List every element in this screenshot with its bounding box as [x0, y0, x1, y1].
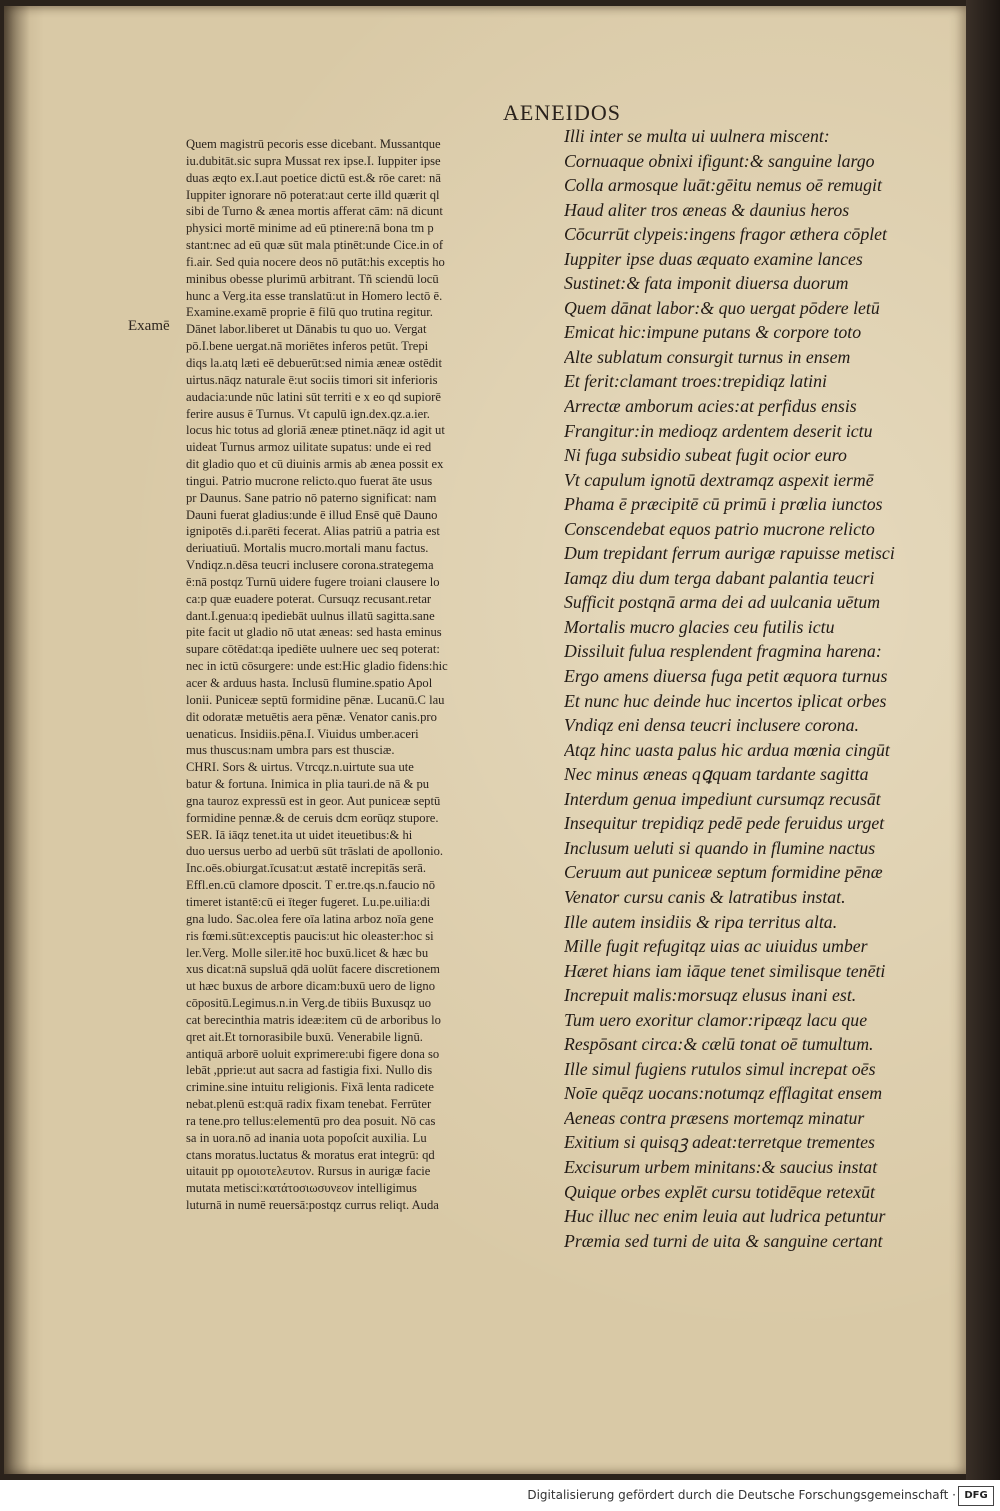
verse-line: Interdum genua impediunt cursumqz recusāt — [564, 788, 881, 809]
commentary-line: Iuppiter ignorare nō poterat:aut certe illd quærit ql — [186, 187, 440, 202]
verse-line: Illi inter se multa ui uulnera miscent: — [564, 126, 830, 146]
verse-line: Arrectæ amborum acies:at perfidus ensis — [564, 396, 857, 417]
verse-line: Hæret hians iam iāque tenet similisque tenēti — [564, 960, 886, 981]
commentary-line: crimine.sine intuitu religionis. Fixā lenta radicete — [186, 1080, 434, 1095]
verse-line: Cornuaque obnixi ifigunt:& sanguine largo — [564, 150, 875, 171]
verse-line: Cōcurrūt clypeis:ingens fragor æthera cōplet — [564, 224, 887, 245]
verse-line: Ceruum aut puniceæ septum formidine pēnæ — [564, 862, 883, 883]
commentary-line: Effl.en.cū clamore dposcit. T er.tre.qs.n.faucio nō — [186, 878, 436, 893]
commentary-line: duas æqto ex.I.aut poetice dictū est.& rōe caret: nā — [186, 170, 441, 185]
verse-line: Quique orbes explēt cursu totidēque retexūt — [564, 1181, 875, 1202]
commentary-line: hunc a Verg.ita esse translatū:ut in Homero lectō ē. — [186, 288, 443, 303]
commentary-line: iu.dubitāt.sic supra Mussat rex ipse.I. Iuppiter ipse — [186, 153, 441, 168]
verse-line: Frangitur:in medioqz ardentem deserit ictu — [564, 420, 873, 441]
commentary-line: nebat.plenū est:quā radix fixam tenebat. Ferrūter — [186, 1097, 432, 1112]
commentary-line: dit odoratæ metuētis aera pēnæ. Venator canis.pro — [186, 709, 437, 724]
commentary-line: stant:nec ad eū quæ sūt mala ptinēt:unde Cice.in of — [186, 238, 444, 253]
commentary-line: formidine pennæ.& de ceruis dcm eorūqz stupore. — [186, 810, 439, 825]
commentary-line: sa in uora.nō ad inania uota popoſcit auxilia. Lu — [186, 1130, 427, 1145]
commentary-line: acer & arduus hasta. Inclusū flumine.spatio Apol — [186, 676, 433, 690]
verse-line: Haud aliter tros æneas & daunius heros — [564, 199, 850, 220]
commentary-line: uirtus.nāqz naturale ē:ut sociis timori sit inferioris — [186, 372, 438, 387]
verse-line: Atqz hinc uasta palus hic ardua mœnia cingūt — [564, 739, 890, 760]
verse-line: Iamqz diu dum terga dabant palantia teucri — [564, 567, 875, 588]
commentary-line: dit gladio quo et cū diuinis armis ab ænea possit ex — [186, 457, 444, 472]
commentary-line: sibi de Turno & ænea mortis afferat cām: nā dicunt — [186, 204, 443, 219]
verse-line: Respōsant circa:& cælū tonat oē tumultum. — [564, 1034, 874, 1055]
book-edge — [966, 0, 1000, 1480]
commentary-line: gna ludo. Sac.olea fere oīa latina arboz noīa gene — [186, 911, 434, 926]
verse-line: Inclusum ueluti si quando in flumine nactus — [564, 837, 876, 858]
verse-line: Ille autem insidiis & ripa territus alta. — [564, 911, 838, 932]
commentary-line: locus hic totus ad gloriā æneæ ptinet.nāqz id agit ut — [186, 423, 445, 438]
commentary-line: ut hæc buxus de arbore dicam:buxū uero de ligno — [186, 979, 436, 994]
verse-line: Noīe quēqz uocans:notumqz efflagitat ensem — [564, 1083, 883, 1104]
commentary-column — [186, 136, 554, 1214]
commentary-line: ferire ausus ē Turnus. Vt capulū ign.dex.qz.a.ier. — [186, 406, 430, 421]
verse-line: Vndiqz eni densa teucri inclusere corona. — [564, 715, 859, 736]
commentary-line: ra tene.pro tellus:elementū pro dea posuit. Nō cas — [186, 1113, 436, 1128]
verse-line: Dum trepidant ferrum aurigæ rapuisse metisci — [564, 543, 895, 564]
verse-line: Excisurum urbem minitans:& saucius instat — [564, 1156, 878, 1177]
verse-line: Ni fuga subsidio subeat fugit ocior euro — [564, 445, 847, 466]
verse-line: Increpuit malis:morsuqz elusus inani est. — [564, 985, 857, 1006]
commentary-line: duo uersus uerbo ad uerbū sūt trāslati de apollonio. — [186, 844, 444, 859]
verse-line: Ille simul fugiens rutulos simul increpat oēs — [564, 1058, 876, 1079]
verse-line: Dissiluit fulua resplendent fragmina harena: — [564, 641, 882, 662]
verse-line: Mortalis mucro glacies ceu futilis ictu — [564, 616, 835, 637]
commentary-line: Inc.oēs.obiurgat.īcusat:ut æstatē increpitās serā. — [186, 861, 427, 876]
commentary-line: ignipotēs d.i.parēti fecerat. Alias patriū a patria est — [186, 524, 440, 539]
verse-line: Ergo amens diuersa fuga petit æquora turnus — [564, 666, 888, 687]
commentary-line: Examine.examē proprie ē filū quo trutina regitur. — [186, 305, 433, 320]
commentary-line: dant.I.genua:q ipediebāt uulnus illatū sagitta.sane — [186, 608, 435, 623]
commentary-line: nec in ictū cōsurgere: unde est:Hic gladio fidens:hic — [186, 659, 448, 674]
verse-column — [564, 124, 956, 1253]
commentary-line: minibus obesse plurimū arbitrant. Tñ sciendū locū — [186, 271, 439, 286]
commentary-line: ris fœmi.sūt:exceptis paucis:ut hic oleaster:hoc si — [186, 928, 434, 943]
commentary-line: cat berecinthia matris ideæ:item cū de arboribus lo — [186, 1012, 441, 1027]
commentary-line: physici mortē minime ad eū ptinere:nā bona tm p — [186, 221, 434, 236]
commentary-line: ē:nā postqz Turnū uidere fugere troiani clausere lo — [186, 574, 440, 589]
commentary-line: Dauni fuerat gladius:unde ē illud Ensē quē Dauno — [186, 507, 438, 522]
footer-bar — [0, 1480, 1000, 1511]
commentary-line: uenaticus. Insidiis.pēna.I. Viuidus umber.aceri — [186, 726, 419, 741]
commentary-line: supare cōtēdat:qa ipediēte uulnere uec seq poterat: — [186, 642, 440, 657]
commentary-line: lonii. Puniceæ septū formidine pēnæ. Lucanū.C lau — [186, 692, 445, 707]
funding-notice: Digitalisierung gefördert durch die Deutsche Forschungsgemeinschaft · — [527, 1488, 956, 1502]
commentary-line: pō.I.bene uergat.nā moriētes inferos petūt. Trepi — [186, 339, 429, 354]
commentary-line: audacia:unde nūc latini sūt territi e x eo qd supiorē — [186, 389, 441, 404]
verse-line: Conscendebat equos patrio mucrone relicto — [564, 518, 875, 539]
verse-line: Quem dānat labor:& quo uergat pōdere letū — [564, 297, 880, 318]
dfg-logo: DFG — [958, 1486, 994, 1506]
commentary-line: ca:p quæ euadere poterat. Cursuqz recusant.retar — [186, 591, 432, 606]
verse-line: Emicat hic:impune putans & corpore toto — [564, 322, 862, 343]
verse-line: Colla armosque luāt:gēitu nemus oē remugit — [564, 175, 882, 196]
verse-line: Tum uero exoritur clamor:ripæqz lacu que — [564, 1009, 868, 1030]
verse-line: Nec minus æneas qꝗquam tardante sagitta — [564, 764, 869, 785]
commentary-line: cōpositū.Legimus.n.in Verg.de tibiis Buxusqz uo — [186, 996, 432, 1011]
commentary-line: ler.Verg. Molle siler.itē hoc buxū.licet & hæc bu — [186, 945, 429, 960]
verse-line: Alte sublatum consurgit turnus in ensem — [564, 346, 851, 367]
verse-line: Phama ē præcipitē cū primū i prœlia iunctos — [564, 494, 883, 515]
commentary-line: fi.air. Sed quia nocere deos nō putāt:his exceptis ho — [186, 254, 445, 269]
commentary-line: tingui. Patrio mucrone relicto.quo fuerat āte usus — [186, 473, 433, 488]
commentary-line: uideat Turnus armoz uilitate supatus: unde ei red — [186, 440, 432, 455]
verse-line: Exitium si quisqꝫ adeat:terretque trementes — [564, 1132, 875, 1153]
commentary-line: Dānet labor.liberet ut Dānabis tu quo uo. Vergat — [186, 322, 427, 337]
commentary-line: luturnā in numē reuersā:postqz currus reliqt. Auda — [186, 1198, 439, 1213]
verse-line: Iuppiter ipse duas æquato examine lances — [564, 248, 863, 269]
commentary-line: batur & fortuna. Inimica in plia tauri.de nā & pu — [186, 777, 430, 792]
commentary-line: timeret istantē:cū ei īteger fugeret. Lu.pe.uilia:di — [186, 894, 431, 909]
verse-line: Et ferit:clamant troes:trepidiqz latini — [564, 371, 827, 392]
commentary-line: deriuatiuū. Mortalis mucro.mortali manu factus. — [186, 541, 429, 556]
commentary-line: lebāt ,pprie:ut aut sacra ad fastigia fixi. Nullo dis — [186, 1063, 433, 1078]
commentary-line: qret ait.Et tornorasibile buxū. Venerabile lignū. — [186, 1029, 423, 1044]
commentary-line: antiquā arborē uoluit exprimere:ubi figere dona so — [186, 1046, 440, 1061]
verse-line: Mille fugit refugitqz uias ac uiuidus umber — [564, 936, 868, 957]
verse-line: Aeneas contra præsens mortemqz minatur — [564, 1107, 865, 1128]
commentary-line: CHRI. Sors & uirtus. Vtrcqz.n.uirtute sua ute — [186, 760, 414, 775]
verse-line: Et nunc huc deinde huc incertos iplicat orbes — [564, 690, 887, 711]
verse-line: Sufficit postqnā arma dei ad uulcania uētum — [564, 592, 881, 613]
commentary-line: pite facit ut gladio nō utat æneas: sed hasta eminus — [186, 625, 442, 640]
commentary-line: uitauit pp ομοιοτελευτον. Rursus in aurigæ facie — [186, 1164, 431, 1179]
commentary-line: gna tauroz expressū est in geor. Aut puniceæ septū — [186, 793, 441, 808]
commentary-line: Quem magistrū pecoris esse dicebant. Mussantque — [186, 137, 441, 151]
verse-line: Insequitur trepidiqz pedē pede feruidus urget — [564, 813, 885, 834]
commentary-line: pr Daunus. Sane patrio nō paterno significat: nam — [186, 490, 437, 505]
commentary-line: SER. Iā iāqz tenet.ita ut uidet iteuetibus:& hi — [186, 827, 413, 842]
running-head: AENEIDOS — [503, 100, 621, 125]
commentary-line: diqs la.atq læti eē debuerūt:sed nimia æneæ ostēdit — [186, 355, 443, 370]
verse-line: Præmia sed turni de uita & sanguine certant — [564, 1230, 883, 1251]
commentary-line: xus dicat:nā supsluā qdā uolūt facere discretionem — [186, 962, 440, 977]
commentary-line: Vndiqz.n.dēsa teucri inclusere corona.strategema — [186, 558, 434, 573]
verse-line: Vt capulum ignotū dextramqz aspexit iermē — [564, 469, 874, 490]
verse-line: Sustinet:& fata imponit diuersa duorum — [564, 273, 849, 294]
commentary-line: mutata metisci:κατάτοσιωσυνεον intelligimus — [186, 1181, 417, 1196]
verse-line: Huc illuc nec enim leuia aut ludrica petuntur — [564, 1206, 886, 1227]
verse-line: Venator cursu canis & latratibus instat. — [564, 886, 846, 907]
commentary-line: ctans moratus.luctatus & moratus erat integrū: qd — [186, 1147, 435, 1162]
gutter-shadow — [4, 6, 30, 1474]
marginal-note: Examē — [128, 318, 170, 334]
commentary-line: mus thuscus:nam umbra pars est thusciæ. — [186, 743, 395, 758]
